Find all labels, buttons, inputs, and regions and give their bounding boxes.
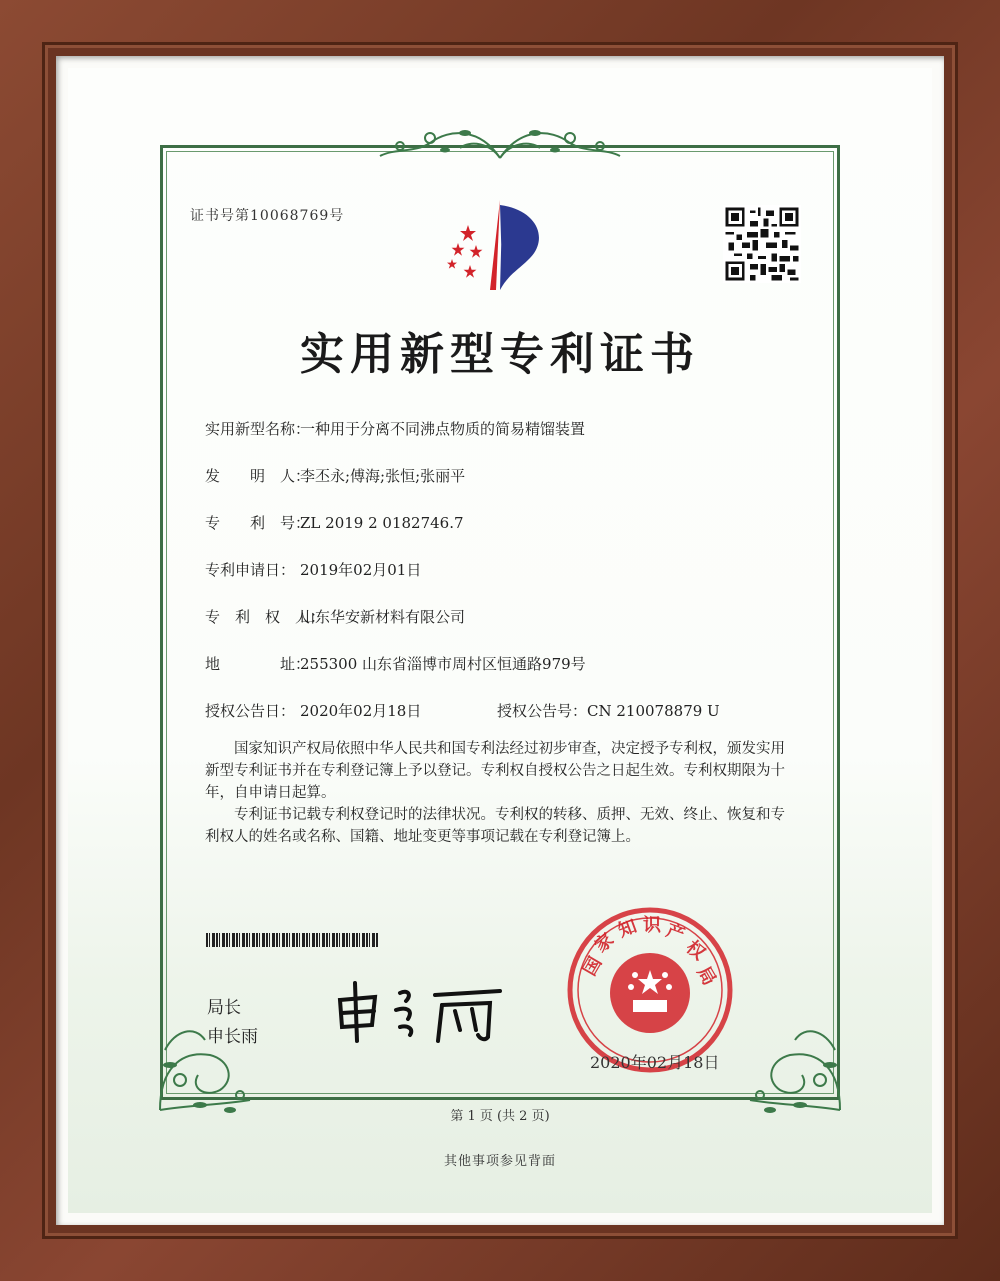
seal-date: 2020年02月18日 — [590, 1053, 720, 1072]
field-value: CN 210078879 U — [587, 702, 720, 720]
seal-char: 权 — [681, 936, 710, 965]
seal-char: 识 — [643, 915, 661, 936]
field-application-date — [205, 559, 421, 580]
field-label: 授权公告日： — [205, 702, 296, 720]
field-label: 专 利 号： — [205, 514, 311, 532]
certificate-number: 证书号第10068769号 — [190, 208, 345, 224]
statement-paragraph-2: 专利证书记载专利权登记时的法律状况。专利权的转移、质押、无效、终止、恢复和专利权人的姓名或名称、国籍、地址变更等事项记载在专利登记簿上。 — [205, 807, 785, 845]
field-label: 专 利 权 人： — [205, 608, 326, 626]
director-signature-icon — [330, 975, 510, 1045]
field-address — [205, 653, 586, 674]
seal-char: 知 — [615, 915, 640, 942]
seal-char: 家 — [590, 929, 619, 957]
director-title: 局长 — [207, 998, 241, 1018]
statement-paragraph-1: 国家知识产权局依照中华人民共和国专利法经过初步审查，决定授予专利权，颁发实用新型专利证书并在专利登记簿上予以登记。专利权自授权公告之日起生效。专利权期限为十年，自申请日起算。 — [205, 741, 785, 801]
footnote: 其他事项参见背面 — [443, 1154, 556, 1169]
field-announcement-number — [497, 700, 720, 721]
seal-char: 局 — [692, 963, 720, 990]
statement-paragraphs — [205, 738, 795, 848]
qr-code-icon — [723, 205, 801, 283]
field-label: 地 址： — [205, 655, 311, 673]
field-value: 255300 山东省淄博市周村区恒通路979号 — [300, 655, 586, 673]
field-label: 发 明 人： — [205, 467, 311, 485]
field-label: 专利申请日： — [205, 561, 296, 579]
field-utility-name — [205, 418, 585, 439]
field-value: 2019年02月01日 — [300, 561, 422, 579]
seal-char: 产 — [663, 919, 688, 946]
field-patent-number — [205, 512, 464, 533]
director-name: 申长雨 — [207, 1027, 258, 1047]
field-value: 2020年02月18日 — [300, 702, 422, 720]
field-patentee — [205, 606, 465, 627]
field-label: 实用新型名称： — [205, 420, 311, 438]
seal-char: 国 — [579, 953, 607, 980]
field-value: 李丕永;傅海;张恒;张丽平 — [300, 467, 466, 485]
field-value: 一种用于分离不同沸点物质的简易精馏装置 — [300, 420, 586, 438]
certificate-title: 实用新型专利证书 — [300, 329, 700, 380]
field-inventors — [205, 465, 465, 486]
patent-office-logo-icon — [438, 195, 558, 295]
field-value: ZL 2019 2 0182746.7 — [300, 514, 464, 532]
field-label: 授权公告号： — [497, 702, 588, 720]
page-indicator: 第 1 页 (共 2 页) — [450, 1109, 550, 1124]
barcode-icon — [206, 933, 378, 947]
field-value: 山东华安新材料有限公司 — [300, 608, 466, 626]
top-ornament-icon — [370, 118, 630, 168]
field-grant-date — [205, 700, 421, 721]
